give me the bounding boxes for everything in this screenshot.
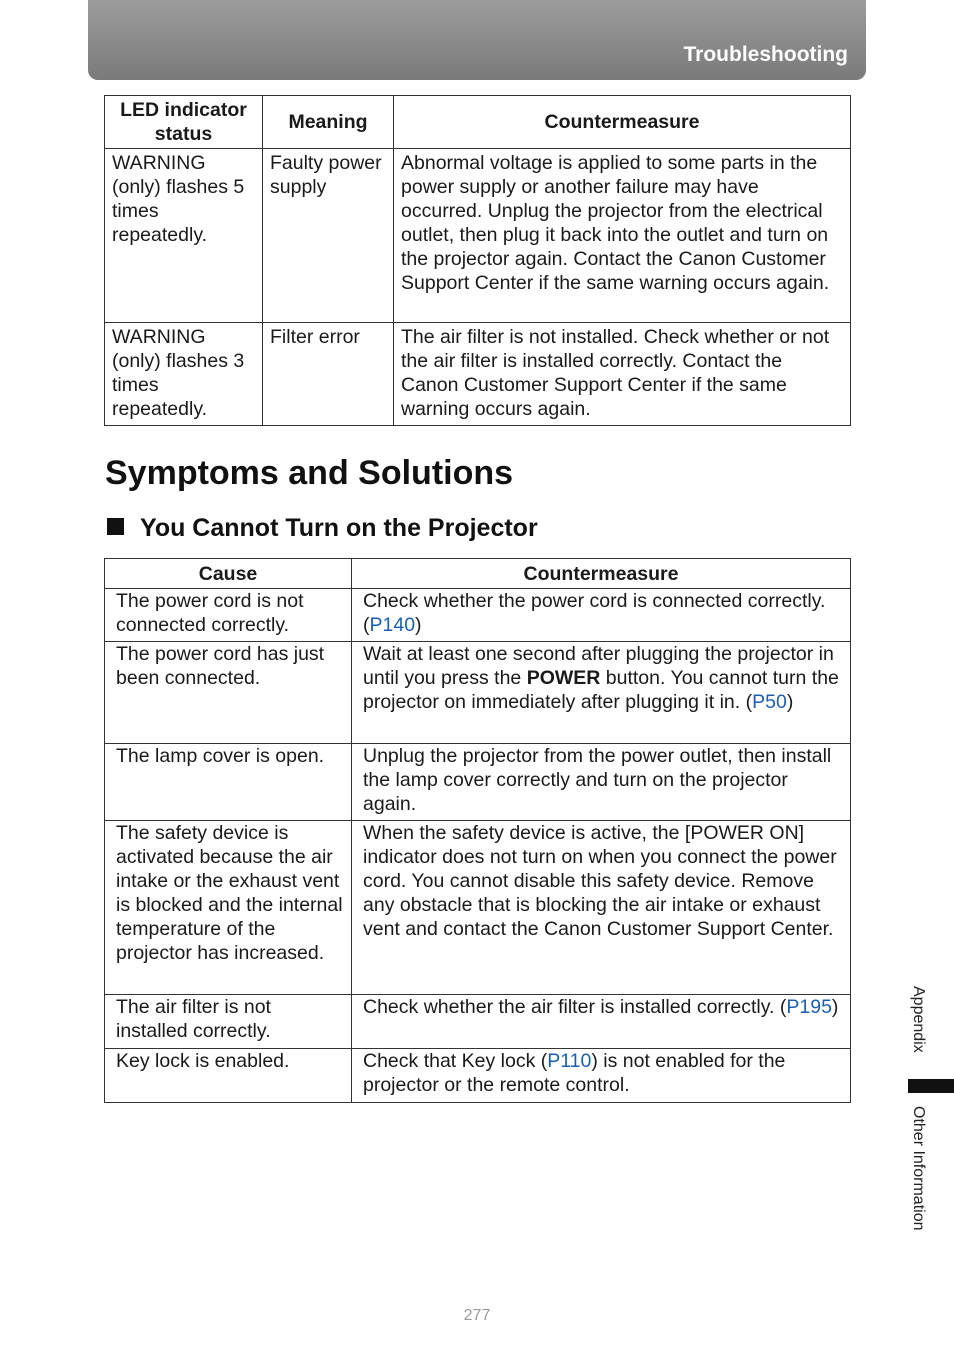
subsection-heading xyxy=(107,514,538,543)
table-row xyxy=(105,323,851,426)
countermeasure-text: ) xyxy=(831,996,839,1018)
countermeasure-cell: Unplug the projector from the power outlet, then install the lamp cover correctly and turn on the projector again. xyxy=(352,744,851,821)
countermeasure-cell xyxy=(352,589,851,642)
symptoms-table xyxy=(104,558,851,1103)
led-status-cell: WARNING (only) flashes 3 times repeatedly. xyxy=(105,323,263,426)
countermeasure-cell xyxy=(352,642,851,744)
led-indicator-table xyxy=(104,95,851,426)
countermeasure-text: Wait at least one second after plugging the projector in until you press the xyxy=(363,643,834,689)
section-title: Symptoms and Solutions xyxy=(105,454,514,492)
header-bar xyxy=(88,0,866,80)
cause-cell: The lamp cover is open. xyxy=(105,744,352,821)
countermeasure-cell: Abnormal voltage is applied to some parts in the power supply or another failure may have occurred. Unplug the projector from the electrical outlet, then plug it back into the outlet and turn on the projector again. Contact the Canon Customer Support Center if the same warning occurs again. xyxy=(394,149,851,323)
subsection-title: You Cannot Turn on the Projector xyxy=(140,514,538,542)
countermeasure-text: Check that Key lock ( xyxy=(363,1050,548,1072)
countermeasure-header: Countermeasure xyxy=(352,559,851,589)
countermeasure-cell: When the safety device is active, the [POWER ON] indicator does not turn on when you connect the power cord. You cannot disable this safety device. Remove any obstacle that is blocking the air intake or exhaust vent and contact the Canon Customer Support Center. xyxy=(352,821,851,995)
cause-cell: The safety device is activated because the air intake or the exhaust vent is blocked and the internal temperature of the projector has increased. xyxy=(105,821,352,995)
led-table-header-row xyxy=(105,96,851,149)
table-row xyxy=(105,995,851,1049)
side-tab-appendix[interactable]: Appendix xyxy=(910,986,927,1053)
table-row xyxy=(105,589,851,642)
side-tab-marker xyxy=(908,1079,954,1093)
table-row xyxy=(105,149,851,323)
countermeasure-text: ) is not enabled for the projector or the remote control. xyxy=(363,1050,786,1096)
table-row xyxy=(105,642,851,744)
symptoms-table-header-row xyxy=(105,559,851,589)
table-row xyxy=(105,1049,851,1103)
page-link-p50[interactable]: P50 xyxy=(752,691,787,713)
cause-cell: Key lock is enabled. xyxy=(105,1049,352,1103)
table-row xyxy=(105,744,851,821)
countermeasure-text: Check whether the air filter is installed correctly. ( xyxy=(363,996,787,1018)
countermeasure-text: ) xyxy=(415,614,422,636)
countermeasure-text: Check whether the power cord is connected correctly. ( xyxy=(363,590,826,636)
cause-cell: The power cord has just been connected. xyxy=(105,642,352,744)
square-bullet-icon xyxy=(107,518,124,535)
meaning-cell: Faulty power supply xyxy=(263,149,394,323)
power-button-label: POWER xyxy=(526,667,601,689)
table-row xyxy=(105,821,851,995)
led-status-header: LED indicator status xyxy=(105,96,263,149)
countermeasure-text: button. You cannot turn the projector on immediately after plugging it in. ( xyxy=(363,667,839,713)
countermeasure-cell xyxy=(352,1049,851,1103)
header-title: Troubleshooting xyxy=(683,43,848,66)
meaning-header: Meaning xyxy=(263,96,394,149)
countermeasure-text: ) xyxy=(786,691,794,713)
meaning-cell: Filter error xyxy=(263,323,394,426)
led-status-cell: WARNING (only) flashes 5 times repeatedly. xyxy=(105,149,263,323)
page-link-p195[interactable]: P195 xyxy=(786,996,832,1018)
countermeasure-cell xyxy=(352,995,851,1049)
side-tab-other-information[interactable]: Other Information xyxy=(910,1106,927,1231)
page-number: 277 xyxy=(463,1307,491,1324)
page-link-p110[interactable]: P110 xyxy=(547,1050,592,1072)
cause-cell: The power cord is not connected correctly. xyxy=(105,589,352,642)
page-link-p140[interactable]: P140 xyxy=(369,614,416,636)
countermeasure-cell: The air filter is not installed. Check whether or not the air filter is installed correctly. Contact the Canon Customer Support Center if the same warning occurs again. xyxy=(394,323,851,426)
cause-header: Cause xyxy=(105,559,352,589)
countermeasure-header: Countermeasure xyxy=(394,96,851,149)
cause-cell: The air filter is not installed correctly. xyxy=(105,995,352,1049)
